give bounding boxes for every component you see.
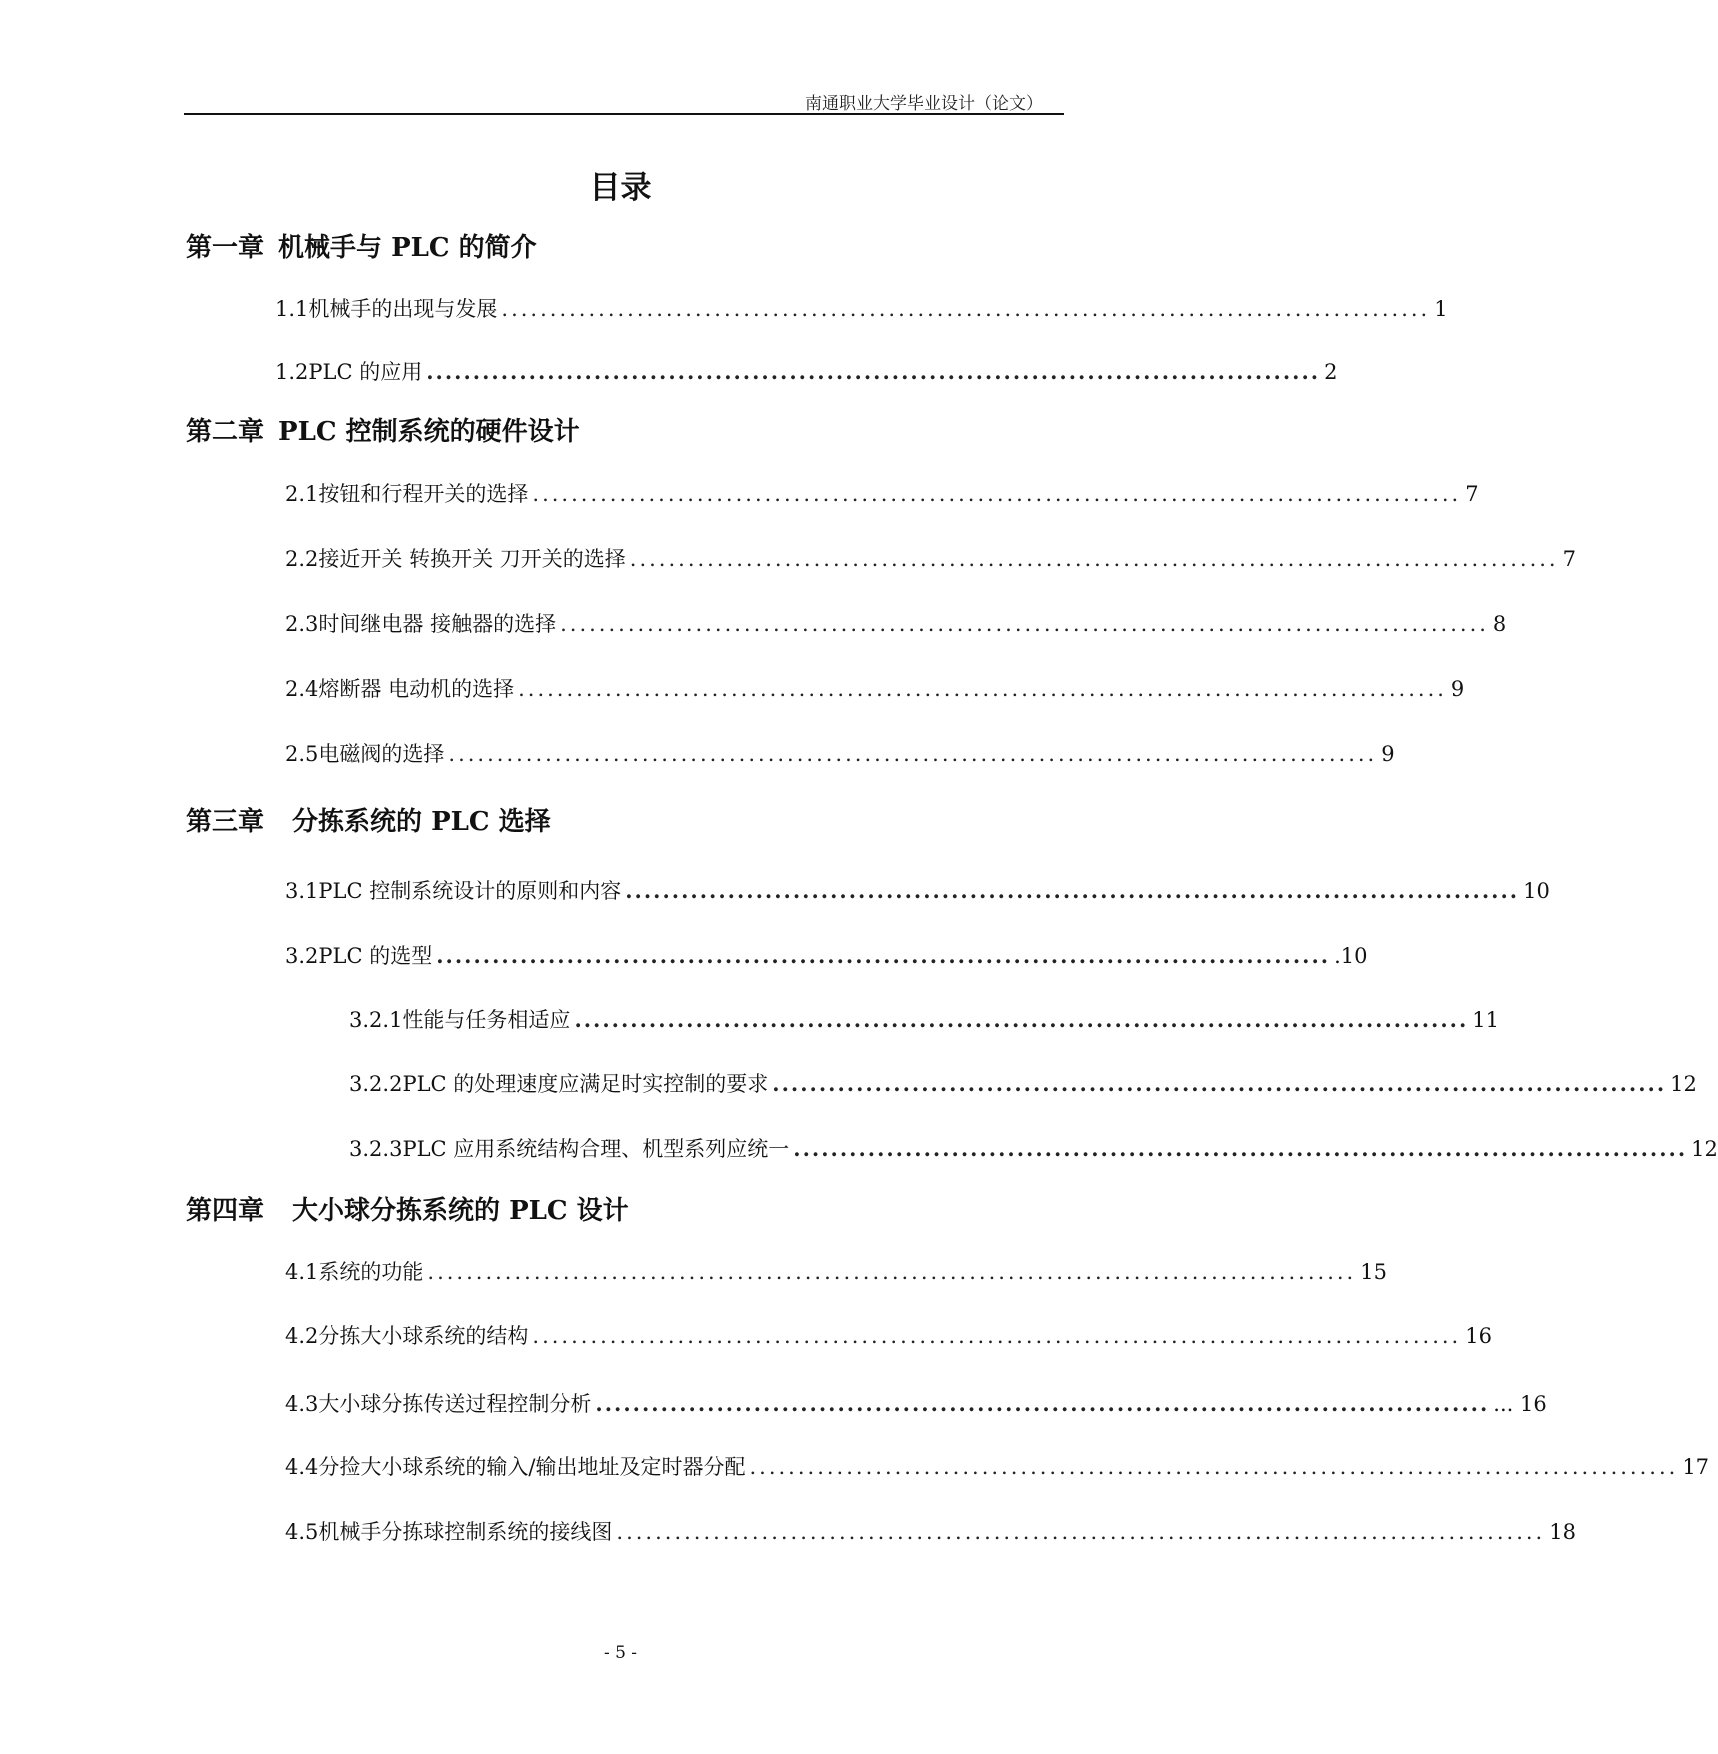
entry-number: 1.1 bbox=[275, 297, 309, 321]
page-number: - 5 - bbox=[603, 1643, 638, 1663]
dot-leader: ................................................................................................ bbox=[574, 1007, 1469, 1032]
dot-leader: ................................................................................................ bbox=[501, 297, 1431, 321]
entry-page: 10 bbox=[1523, 879, 1550, 903]
toc-entry[interactable] bbox=[285, 1320, 1492, 1350]
dot-leader: ................................................................................................ bbox=[772, 1071, 1667, 1096]
entry-page: 9 bbox=[1450, 677, 1465, 701]
entry-page: 7 bbox=[1465, 482, 1479, 506]
entry-number: 3.2 bbox=[285, 944, 319, 968]
entry-title: 分捡大小球系统的输入/输出地址及定时器分配 bbox=[318, 1455, 746, 1479]
chapter-label: 第三章 bbox=[186, 807, 265, 837]
dot-leader: ................................................................................................ bbox=[793, 1136, 1688, 1161]
entry-number: 2.1 bbox=[285, 482, 319, 506]
chapter-label: 第一章 bbox=[186, 233, 265, 263]
dot-leader: ................................................................................................ bbox=[448, 742, 1378, 766]
entry-title: 时间继电器 接触器的选择 bbox=[318, 612, 557, 636]
entry-title: PLC 的处理速度应满足时实控制的要求 bbox=[402, 1072, 769, 1096]
entry-page: 12 bbox=[1691, 1137, 1718, 1161]
toc-entry[interactable] bbox=[285, 543, 1576, 573]
toc-entry[interactable] bbox=[285, 940, 1368, 970]
running-header: 南通职业大学毕业设计（论文） bbox=[805, 94, 1043, 114]
header-divider bbox=[184, 113, 1064, 115]
chapter-heading bbox=[186, 1190, 629, 1227]
dot-leader: ................................................................................................ bbox=[518, 677, 1447, 701]
chapter-heading bbox=[186, 801, 551, 838]
entry-title: 系统的功能 bbox=[318, 1260, 424, 1284]
entry-title: 分拣大小球系统的结构 bbox=[318, 1324, 529, 1348]
toc-entry[interactable] bbox=[349, 1133, 1718, 1163]
entry-number: 3.2.2 bbox=[349, 1072, 403, 1096]
dot-leader: ................................................................................................ bbox=[427, 1260, 1357, 1284]
entry-number: 2.2 bbox=[285, 547, 319, 571]
chapter-label: 第四章 bbox=[186, 1196, 265, 1226]
entry-title: 按钮和行程开关的选择 bbox=[318, 482, 529, 506]
toc-entry[interactable] bbox=[285, 1388, 1547, 1418]
chapter-title: PLC 控制系统的硬件设计 bbox=[278, 417, 580, 447]
entry-number: 4.2 bbox=[285, 1324, 319, 1348]
toc-entry[interactable] bbox=[275, 356, 1338, 386]
entry-title: 机械手的出现与发展 bbox=[308, 297, 498, 321]
entry-number: 2.3 bbox=[285, 612, 319, 636]
toc-entry[interactable] bbox=[285, 1256, 1387, 1286]
entry-page: 17 bbox=[1682, 1455, 1710, 1479]
chapter-title: 大小球分拣系统的 PLC 设计 bbox=[292, 1196, 629, 1226]
dot-leader: ................................................................................................ bbox=[426, 359, 1321, 384]
toc-entry[interactable] bbox=[349, 1068, 1697, 1098]
entry-title: 电磁阀的选择 bbox=[318, 742, 445, 766]
entry-number: 3.2.1 bbox=[349, 1008, 403, 1032]
entry-title: 机械手分拣球控制系统的接线图 bbox=[318, 1520, 613, 1544]
entry-number: 1.2 bbox=[275, 360, 309, 384]
toc-entry[interactable] bbox=[275, 293, 1448, 323]
entry-number: 4.5 bbox=[285, 1520, 319, 1544]
entry-number: 2.5 bbox=[285, 742, 319, 766]
entry-page: .10 bbox=[1334, 944, 1368, 968]
chapter-heading bbox=[186, 227, 537, 264]
dot-leader: ................................................................................................ bbox=[625, 878, 1520, 903]
dot-leader: ................................................................................................ bbox=[595, 1391, 1490, 1416]
toc-title: 目录 bbox=[589, 170, 652, 206]
entry-page: 2 bbox=[1324, 360, 1338, 384]
entry-page: ... 16 bbox=[1493, 1392, 1547, 1416]
entry-title: PLC 的应用 bbox=[308, 360, 423, 384]
chapter-title: 分拣系统的 PLC 选择 bbox=[292, 807, 551, 837]
toc-entry[interactable] bbox=[285, 875, 1550, 905]
toc-entry[interactable] bbox=[285, 738, 1395, 768]
dot-leader: ................................................................................................ bbox=[616, 1520, 1546, 1544]
dot-leader: ................................................................................................ bbox=[629, 547, 1559, 571]
dot-leader: ................................................................................................ bbox=[560, 612, 1489, 636]
entry-page: 8 bbox=[1492, 612, 1507, 636]
entry-number: 3.2.3 bbox=[349, 1137, 403, 1161]
entry-number: 4.3 bbox=[285, 1392, 319, 1416]
toc-entry[interactable] bbox=[285, 608, 1507, 638]
entry-title: 接近开关 转换开关 刀开关的选择 bbox=[318, 547, 626, 571]
dot-leader: ................................................................................................ bbox=[532, 1324, 1462, 1348]
entry-page: 9 bbox=[1381, 742, 1395, 766]
dot-leader: ................................................................................................ bbox=[436, 943, 1331, 968]
toc-entry[interactable] bbox=[285, 478, 1479, 508]
entry-title: 大小球分拣传送过程控制分析 bbox=[318, 1392, 592, 1416]
entry-page: 7 bbox=[1562, 547, 1576, 571]
entry-page: 11 bbox=[1472, 1008, 1500, 1032]
toc-entry[interactable] bbox=[285, 1451, 1710, 1481]
entry-number: 3.1 bbox=[285, 879, 319, 903]
entry-title: PLC 控制系统设计的原则和内容 bbox=[318, 879, 622, 903]
entry-number: 2.4 bbox=[285, 677, 319, 701]
entry-number: 4.1 bbox=[285, 1260, 319, 1284]
dot-leader: ................................................................................................ bbox=[749, 1455, 1679, 1479]
entry-page: 1 bbox=[1434, 297, 1448, 321]
chapter-title: 机械手与 PLC 的简介 bbox=[278, 233, 537, 263]
entry-title: 性能与任务相适应 bbox=[402, 1008, 571, 1032]
entry-number: 4.4 bbox=[285, 1455, 319, 1479]
dot-leader: ................................................................................................ bbox=[532, 482, 1462, 506]
chapter-heading bbox=[186, 411, 580, 448]
entry-title: 熔断器 电动机的选择 bbox=[318, 677, 515, 701]
toc-entry[interactable] bbox=[285, 673, 1465, 703]
entry-page: 12 bbox=[1670, 1072, 1697, 1096]
entry-page: 18 bbox=[1549, 1520, 1576, 1544]
toc-entry[interactable] bbox=[285, 1516, 1576, 1546]
entry-page: 16 bbox=[1465, 1324, 1492, 1348]
entry-title: PLC 应用系统结构合理、机型系列应统一 bbox=[402, 1137, 790, 1161]
entry-title: PLC 的选型 bbox=[318, 944, 433, 968]
chapter-label: 第二章 bbox=[186, 417, 265, 447]
entry-page: 15 bbox=[1360, 1260, 1387, 1284]
toc-entry[interactable] bbox=[349, 1004, 1500, 1034]
